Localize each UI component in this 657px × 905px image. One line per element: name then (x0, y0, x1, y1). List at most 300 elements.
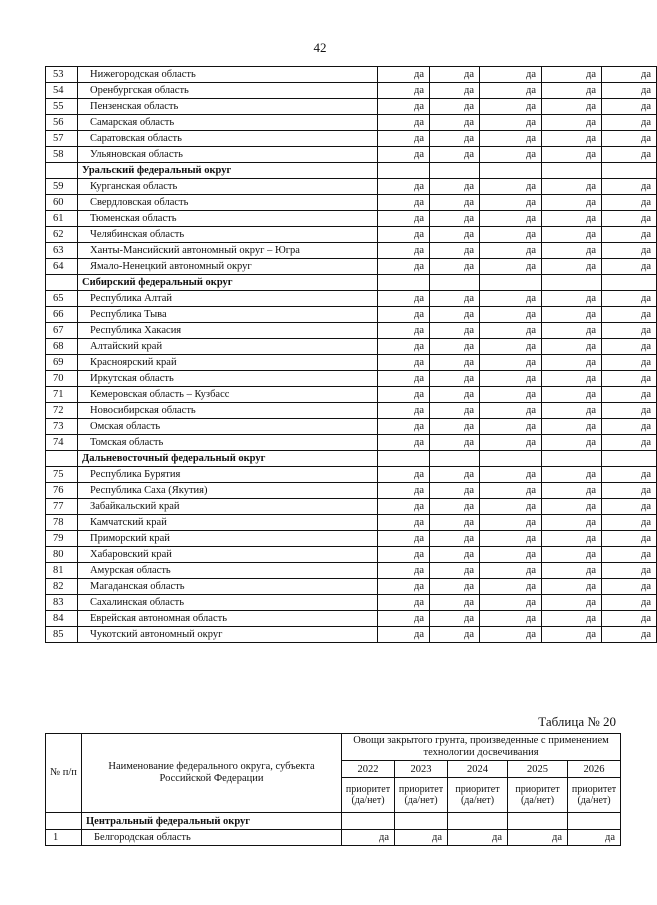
value-cell: да (542, 403, 602, 419)
table-row (46, 531, 657, 547)
region-name: Свердловская область (78, 195, 378, 211)
value-cell: да (430, 403, 480, 419)
value-cell: да (378, 195, 430, 211)
row-number: 64 (46, 259, 78, 275)
value-cell: да (430, 371, 480, 387)
value-cell: да (480, 435, 542, 451)
value-cell: да (542, 595, 602, 611)
value-cell: да (430, 131, 480, 147)
value-cell: да (542, 467, 602, 483)
value-cell: да (480, 499, 542, 515)
row-number: 78 (46, 515, 78, 531)
value-cell: да (542, 67, 602, 83)
region-name: Республика Тыва (78, 307, 378, 323)
row-number: 76 (46, 483, 78, 499)
value-cell: да (480, 83, 542, 99)
value-cell: да (602, 531, 657, 547)
value-cell: да (602, 195, 657, 211)
value-cell: да (378, 307, 430, 323)
value-cell: да (480, 531, 542, 547)
region-name: Курганская область (78, 179, 378, 195)
value-cell: да (430, 595, 480, 611)
table-row (46, 563, 657, 579)
value-cell: да (378, 67, 430, 83)
value-cell: да (480, 211, 542, 227)
regions-table-continued (45, 66, 657, 643)
table-row (46, 243, 657, 259)
row-number: 63 (46, 243, 78, 259)
value-cell: да (430, 387, 480, 403)
value-cell: да (602, 131, 657, 147)
value-cell: да (542, 99, 602, 115)
region-name: Нижегородская область (78, 67, 378, 83)
table-row (46, 195, 657, 211)
value-cell: да (378, 547, 430, 563)
region-name: Пензенская область (78, 99, 378, 115)
value-cell: да (602, 563, 657, 579)
value-cell: да (602, 499, 657, 515)
region-name: Забайкальский край (78, 499, 378, 515)
value-cell: да (378, 243, 430, 259)
page-number: 42 (313, 40, 327, 55)
value-cell: да (602, 339, 657, 355)
value-cell: да (395, 830, 448, 846)
value-cell: да (602, 83, 657, 99)
value-cell: да (602, 515, 657, 531)
value-cell: да (568, 830, 621, 846)
region-name: Сахалинская область (78, 595, 378, 611)
region-name: Приморский край (78, 531, 378, 547)
value-cell: да (602, 355, 657, 371)
value-cell: да (480, 355, 542, 371)
row-number: 77 (46, 499, 78, 515)
header-year: 2022 (342, 761, 395, 778)
header-priority: приоритет (да/нет) (342, 778, 395, 813)
value-cell: да (542, 307, 602, 323)
header-priority: приоритет (да/нет) (448, 778, 508, 813)
value-cell: да (480, 323, 542, 339)
table-row (46, 211, 657, 227)
region-name: Ханты-Мансийский автономный округ – Югра (78, 243, 378, 259)
region-name: Республика Алтай (78, 291, 378, 307)
value-cell: да (378, 211, 430, 227)
value-cell: да (542, 339, 602, 355)
table-caption: Таблица № 20 (538, 714, 616, 729)
group-num-cell (46, 451, 78, 467)
value-cell: да (378, 355, 430, 371)
value-cell: да (542, 259, 602, 275)
value-cell: да (480, 595, 542, 611)
row-number: 71 (46, 387, 78, 403)
table-row (46, 115, 657, 131)
value-cell: да (430, 179, 480, 195)
value-cell: да (542, 483, 602, 499)
value-cell: да (480, 579, 542, 595)
table-row (46, 387, 657, 403)
value-cell: да (542, 547, 602, 563)
value-cell: да (542, 291, 602, 307)
table-row (46, 323, 657, 339)
value-cell: да (430, 467, 480, 483)
value-cell: да (602, 323, 657, 339)
value-cell: да (430, 611, 480, 627)
value-cell: да (542, 195, 602, 211)
value-cell: да (378, 131, 430, 147)
table-row (46, 259, 657, 275)
value-cell: да (480, 67, 542, 83)
table-row (46, 227, 657, 243)
row-number: 84 (46, 611, 78, 627)
table-row (46, 371, 657, 387)
header-year: 2023 (395, 761, 448, 778)
value-cell: да (480, 515, 542, 531)
group-num-cell (46, 163, 78, 179)
value-cell: да (480, 419, 542, 435)
region-name: Республика Хакасия (78, 323, 378, 339)
row-number: 73 (46, 419, 78, 435)
value-cell: да (430, 515, 480, 531)
value-cell: да (542, 419, 602, 435)
value-cell: да (542, 387, 602, 403)
value-cell: да (480, 259, 542, 275)
value-cell: да (430, 83, 480, 99)
value-cell: да (602, 371, 657, 387)
value-cell: да (542, 323, 602, 339)
value-cell: да (542, 563, 602, 579)
value-cell: да (378, 387, 430, 403)
region-name: Ямало-Ненецкий автономный округ (78, 259, 378, 275)
row-number: 53 (46, 67, 78, 83)
row-number: 55 (46, 99, 78, 115)
region-name: Республика Саха (Якутия) (78, 483, 378, 499)
row-number: 83 (46, 595, 78, 611)
value-cell: да (542, 147, 602, 163)
table-row (46, 147, 657, 163)
row-number: 58 (46, 147, 78, 163)
table-row (46, 515, 657, 531)
value-cell: да (378, 323, 430, 339)
region-name: Оренбургская область (78, 83, 378, 99)
value-cell: да (430, 355, 480, 371)
value-cell: да (378, 467, 430, 483)
value-cell: да (378, 99, 430, 115)
value-cell: да (430, 115, 480, 131)
value-cell: да (480, 307, 542, 323)
row-number: 75 (46, 467, 78, 483)
value-cell: да (480, 291, 542, 307)
header-year: 2024 (448, 761, 508, 778)
value-cell: да (542, 515, 602, 531)
value-cell: да (542, 115, 602, 131)
value-cell: да (602, 211, 657, 227)
value-cell: да (542, 611, 602, 627)
value-cell: да (480, 131, 542, 147)
value-cell: да (602, 179, 657, 195)
value-cell: да (480, 403, 542, 419)
value-cell: да (542, 371, 602, 387)
value-cell: да (430, 563, 480, 579)
value-cell: да (430, 531, 480, 547)
header-year: 2025 (508, 761, 568, 778)
header-priority: приоритет (да/нет) (568, 778, 621, 813)
value-cell: да (378, 83, 430, 99)
region-name: Белгородская область (82, 830, 342, 846)
value-cell: да (602, 243, 657, 259)
group-num-cell (46, 813, 82, 830)
value-cell: да (430, 211, 480, 227)
value-cell: да (542, 227, 602, 243)
value-cell: да (430, 195, 480, 211)
region-name: Кемеровская область – Кузбасс (78, 387, 378, 403)
value-cell: да (378, 483, 430, 499)
value-cell: да (342, 830, 395, 846)
row-number: 68 (46, 339, 78, 355)
row-number: 82 (46, 579, 78, 595)
value-cell: да (430, 147, 480, 163)
value-cell: да (480, 195, 542, 211)
value-cell: да (542, 627, 602, 643)
row-number: 81 (46, 563, 78, 579)
group-row (46, 275, 657, 291)
value-cell: да (430, 307, 480, 323)
value-cell: да (430, 243, 480, 259)
table-row (46, 307, 657, 323)
region-name: Чукотский автономный округ (78, 627, 378, 643)
value-cell: да (378, 579, 430, 595)
value-cell: да (508, 830, 568, 846)
value-cell: да (542, 435, 602, 451)
value-cell: да (602, 67, 657, 83)
value-cell: да (480, 227, 542, 243)
value-cell: да (378, 339, 430, 355)
value-cell: да (542, 83, 602, 99)
group-row (46, 163, 657, 179)
table-row (46, 830, 621, 846)
value-cell: да (430, 627, 480, 643)
region-name: Камчатский край (78, 515, 378, 531)
row-number: 67 (46, 323, 78, 339)
value-cell: да (430, 99, 480, 115)
value-cell: да (430, 499, 480, 515)
table-row (46, 419, 657, 435)
value-cell: да (602, 595, 657, 611)
table-row (46, 595, 657, 611)
value-cell: да (378, 611, 430, 627)
row-number: 59 (46, 179, 78, 195)
header-year: 2026 (568, 761, 621, 778)
value-cell: да (480, 387, 542, 403)
value-cell: да (378, 371, 430, 387)
value-cell: да (602, 307, 657, 323)
value-cell: да (602, 419, 657, 435)
row-number: 66 (46, 307, 78, 323)
region-name: Амурская область (78, 563, 378, 579)
value-cell: да (378, 115, 430, 131)
row-number: 61 (46, 211, 78, 227)
value-cell: да (480, 179, 542, 195)
table-row (46, 67, 657, 83)
row-number: 62 (46, 227, 78, 243)
table-row (46, 339, 657, 355)
region-name: Еврейская автономная область (78, 611, 378, 627)
value-cell: да (602, 467, 657, 483)
region-name: Хабаровский край (78, 547, 378, 563)
value-cell: да (542, 131, 602, 147)
row-number: 85 (46, 627, 78, 643)
table-row (46, 179, 657, 195)
value-cell: да (430, 259, 480, 275)
header-num: № п/п (46, 734, 82, 813)
row-number: 72 (46, 403, 78, 419)
region-name: Томская область (78, 435, 378, 451)
row-number: 80 (46, 547, 78, 563)
region-name: Самарская область (78, 115, 378, 131)
table-row (46, 627, 657, 643)
value-cell: да (602, 259, 657, 275)
value-cell: да (378, 563, 430, 579)
value-cell: да (602, 547, 657, 563)
row-number: 70 (46, 371, 78, 387)
value-cell: да (542, 211, 602, 227)
value-cell: да (430, 323, 480, 339)
table-row (46, 355, 657, 371)
value-cell: да (378, 291, 430, 307)
region-name: Республика Бурятия (78, 467, 378, 483)
value-cell: да (480, 147, 542, 163)
value-cell: да (602, 291, 657, 307)
region-name: Магаданская область (78, 579, 378, 595)
table-row (46, 131, 657, 147)
region-name: Челябинская область (78, 227, 378, 243)
value-cell: да (480, 339, 542, 355)
group-num-cell (46, 275, 78, 291)
value-cell: да (602, 99, 657, 115)
header-priority: приоритет (да/нет) (395, 778, 448, 813)
row-number: 65 (46, 291, 78, 307)
header-group: Овощи закрытого грунта, произведенные с применением технологии досвечивания (342, 734, 621, 761)
value-cell: да (378, 531, 430, 547)
value-cell: да (378, 147, 430, 163)
value-cell: да (378, 227, 430, 243)
table-row (46, 83, 657, 99)
value-cell: да (378, 259, 430, 275)
region-name: Ульяновская область (78, 147, 378, 163)
value-cell: да (602, 483, 657, 499)
value-cell: да (430, 291, 480, 307)
value-cell: да (602, 627, 657, 643)
value-cell: да (430, 483, 480, 499)
value-cell: да (430, 419, 480, 435)
value-cell: да (430, 579, 480, 595)
region-name: Тюменская область (78, 211, 378, 227)
value-cell: да (480, 243, 542, 259)
value-cell: да (542, 243, 602, 259)
value-cell: да (602, 579, 657, 595)
value-cell: да (480, 547, 542, 563)
value-cell: да (378, 499, 430, 515)
region-name: Омская область (78, 419, 378, 435)
value-cell: да (480, 115, 542, 131)
table-20 (45, 733, 621, 846)
value-cell: да (480, 467, 542, 483)
value-cell: да (430, 339, 480, 355)
value-cell: да (480, 563, 542, 579)
value-cell: да (542, 531, 602, 547)
row-number: 79 (46, 531, 78, 547)
value-cell: да (430, 435, 480, 451)
value-cell: да (480, 99, 542, 115)
value-cell: да (430, 67, 480, 83)
table-row (46, 579, 657, 595)
region-name: Новосибирская область (78, 403, 378, 419)
value-cell: да (378, 179, 430, 195)
group-row: Центральный федеральный округ (82, 813, 342, 830)
value-cell: да (542, 499, 602, 515)
value-cell: да (480, 371, 542, 387)
value-cell: да (378, 403, 430, 419)
value-cell: да (378, 627, 430, 643)
value-cell: да (430, 227, 480, 243)
value-cell: да (480, 483, 542, 499)
value-cell: да (480, 627, 542, 643)
row-number: 1 (46, 830, 82, 846)
row-number: 60 (46, 195, 78, 211)
table-row (46, 435, 657, 451)
value-cell: да (378, 515, 430, 531)
row-number: 74 (46, 435, 78, 451)
row-number: 69 (46, 355, 78, 371)
federal-district-name: Уральский федеральный округ (78, 163, 378, 179)
table-row (46, 611, 657, 627)
value-cell: да (542, 179, 602, 195)
value-cell: да (602, 115, 657, 131)
value-cell: да (602, 387, 657, 403)
value-cell: да (378, 419, 430, 435)
value-cell: да (602, 227, 657, 243)
group-row (46, 451, 657, 467)
value-cell: да (378, 435, 430, 451)
table-row (46, 467, 657, 483)
header-name: Наименование федерального округа, субъекта Российской Федерации (82, 734, 342, 813)
federal-district-name: Сибирский федеральный округ (78, 275, 378, 291)
value-cell: да (602, 403, 657, 419)
value-cell: да (602, 435, 657, 451)
value-cell: да (378, 595, 430, 611)
value-cell: да (602, 147, 657, 163)
region-name: Иркутская область (78, 371, 378, 387)
row-number: 56 (46, 115, 78, 131)
region-name: Алтайский край (78, 339, 378, 355)
table-row (46, 547, 657, 563)
value-cell: да (542, 355, 602, 371)
region-name: Красноярский край (78, 355, 378, 371)
table-row (46, 403, 657, 419)
table-row (46, 99, 657, 115)
header-priority: приоритет (да/нет) (508, 778, 568, 813)
row-number: 57 (46, 131, 78, 147)
federal-district-name: Дальневосточный федеральный округ (78, 451, 378, 467)
row-number: 54 (46, 83, 78, 99)
table-row (46, 499, 657, 515)
value-cell: да (448, 830, 508, 846)
value-cell: да (602, 611, 657, 627)
table-row (46, 291, 657, 307)
table-row (46, 483, 657, 499)
value-cell: да (542, 579, 602, 595)
region-name: Саратовская область (78, 131, 378, 147)
value-cell: да (480, 611, 542, 627)
value-cell: да (430, 547, 480, 563)
